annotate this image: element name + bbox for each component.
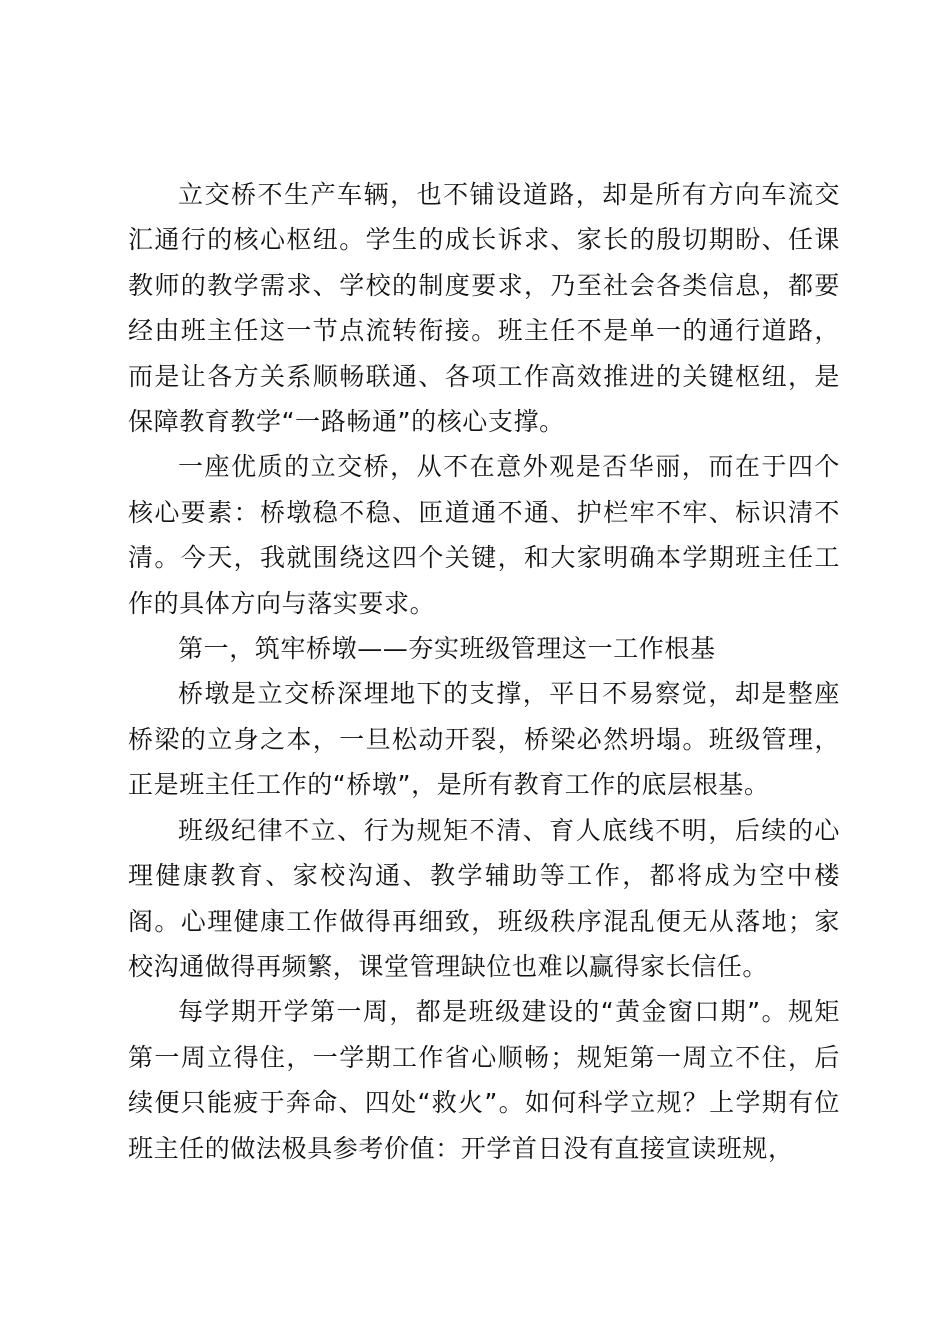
paragraph-2: 一座优质的立交桥，从不在意外观是否华丽，而在于四个核心要素：桥墩稳不稳、匝道通不通、护栏牢不牢、标识清不清。今天，我就围绕这四个关键，和大家明确本学期班主任工作的具体方向与落实要求。	[128, 452, 840, 618]
paragraph-4: 班级纪律不立、行为规矩不清、育人底线不明，后续的心理健康教育、家校沟通、教学辅助等工作，都将成为空中楼阁。心理健康工作做得再细致，班级秩序混乱便无从落地；家校沟通做得再频繁，课堂管理缺位也难以赢得家长信任。	[128, 815, 840, 981]
paragraph-5: 每学期开学第一周，都是班级建设的“黄金窗口期”。规矩第一周立得住，一学期工作省心顺畅；规矩第一周立不住，后续便只能疲于奔命、四处“救火”。如何科学立规？上学期有位班主任的做法极具参考价值：开学首日没有直接宣读班规，	[128, 997, 840, 1163]
section-heading-1: 第一，筑牢桥墩——夯实班级管理这一工作根基	[178, 634, 716, 664]
paragraph-3: 桥墩是立交桥深埋地下的支撑，平日不易察觉，却是整座桥梁的立身之本，一旦松动开裂，桥梁必然坍塌。班级管理，正是班主任工作的“桥墩”，是所有教育工作的底层根基。	[128, 679, 840, 800]
paragraph-1: 立交桥不生产车辆，也不铺设道路，却是所有方向车流交汇通行的核心枢纽。学生的成长诉求、家长的殷切期盼、任课教师的教学需求、学校的制度要求，乃至社会各类信息，都要经由班主任这一节点流转衔接。班主任不是单一的通行道路，而是让各方关系顺畅联通、各项工作高效推进的关键枢纽，是保障教育教学“一路畅通”的核心支撑。	[128, 180, 840, 437]
document-page	[128, 172, 840, 1171]
